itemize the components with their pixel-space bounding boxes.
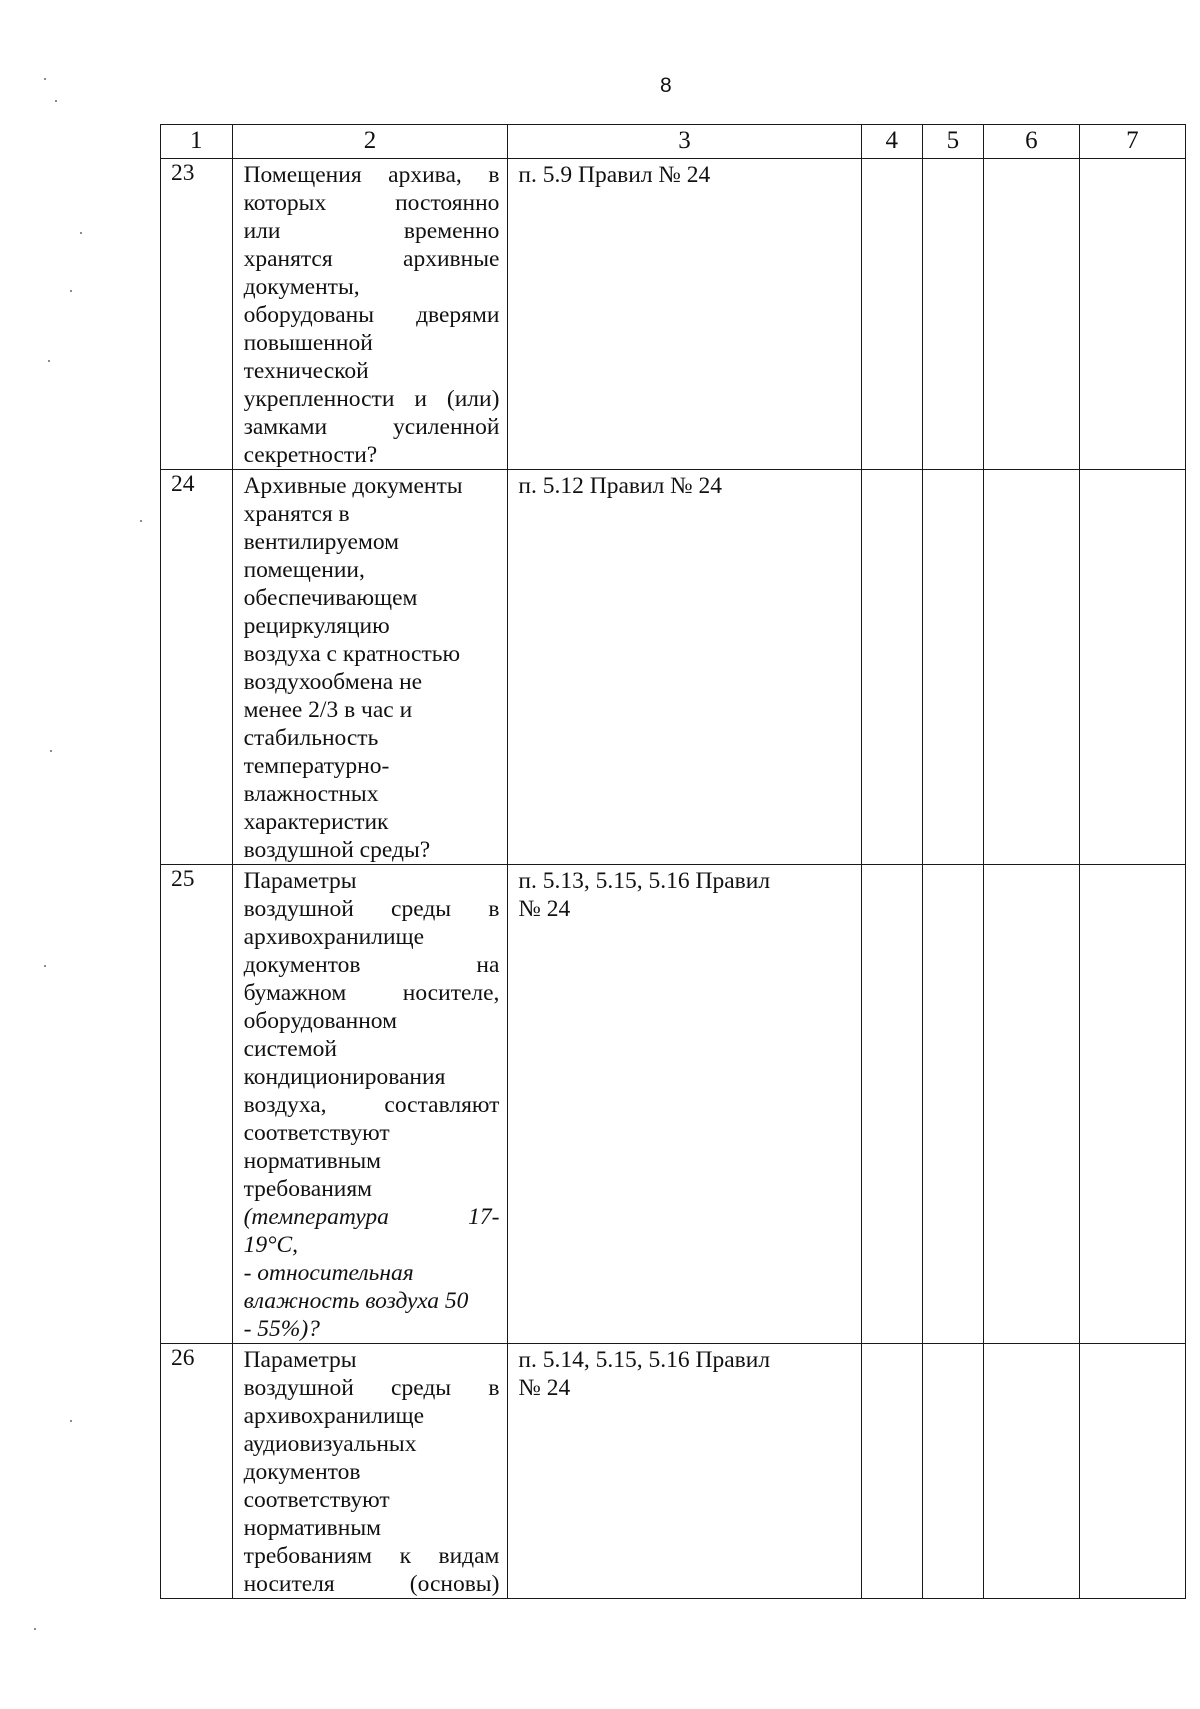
question-line: воздушной среды? xyxy=(243,837,431,863)
question-line: менее 2/3 в час и xyxy=(243,697,413,723)
scan-speck xyxy=(34,1628,36,1630)
reference-line: п. 5.9 Правил № 24 xyxy=(518,162,711,188)
empty-cell-col-6 xyxy=(983,1344,1079,1599)
question-line: или временно xyxy=(243,218,500,244)
question-line: носителя (основы) xyxy=(243,1571,500,1597)
empty-cell-col-6 xyxy=(983,159,1079,470)
question-cell xyxy=(232,470,508,865)
question-line: технической xyxy=(243,358,369,384)
column-header: 7 xyxy=(1079,125,1185,159)
table-header-row xyxy=(161,125,1186,159)
empty-cell-col-6 xyxy=(983,865,1079,1344)
empty-cell-col-7 xyxy=(1079,865,1185,1344)
empty-cell-col-5 xyxy=(922,865,983,1344)
question-line: хранятся в xyxy=(243,501,350,527)
empty-cell-col-5 xyxy=(922,1344,983,1599)
scan-speck xyxy=(44,965,46,967)
question-line: аудиовизуальных xyxy=(243,1431,417,1457)
question-line: характеристик xyxy=(243,809,389,835)
question-line: нормативным xyxy=(243,1515,381,1541)
question-line: вентилируемом xyxy=(243,529,400,555)
scan-speck xyxy=(70,1420,72,1422)
table-row xyxy=(161,865,1186,1344)
column-header: 2 xyxy=(232,125,508,159)
row-number: 24 xyxy=(161,470,233,865)
reference-cell xyxy=(508,470,861,865)
question-line: Помещения архива, в xyxy=(243,162,500,188)
question-line: замками усиленной xyxy=(243,414,500,440)
question-line: повышенной xyxy=(243,330,373,356)
empty-cell-col-7 xyxy=(1079,1344,1185,1599)
reference-cell xyxy=(508,159,861,470)
column-header: 5 xyxy=(922,125,983,159)
question-line: которых постоянно xyxy=(243,190,500,216)
empty-cell-col-4 xyxy=(861,159,922,470)
question-line: (температура 17- xyxy=(243,1204,500,1230)
question-line: воздушной среды в xyxy=(243,896,500,922)
empty-cell-col-7 xyxy=(1079,159,1185,470)
question-cell xyxy=(232,1344,508,1599)
question-line: требованиям к видам xyxy=(243,1543,500,1569)
scan-speck xyxy=(48,360,50,362)
question-line: влажностных xyxy=(243,781,379,807)
empty-cell-col-6 xyxy=(983,470,1079,865)
scan-speck xyxy=(70,290,72,292)
question-line: Параметры xyxy=(243,1347,357,1373)
reference-line: п. 5.14, 5.15, 5.16 Правил xyxy=(518,1347,771,1373)
empty-cell-col-4 xyxy=(861,470,922,865)
question-line: секретности? xyxy=(243,442,378,468)
question-line: оборудованы дверями xyxy=(243,302,500,328)
scan-speck xyxy=(50,750,52,752)
column-header: 1 xyxy=(161,125,233,159)
question-line: кондиционирования xyxy=(243,1064,446,1090)
question-line: документов на xyxy=(243,952,500,978)
question-line: системой xyxy=(243,1036,337,1062)
table-body xyxy=(161,159,1186,1599)
question-line: температурно- xyxy=(243,753,390,779)
scan-speck xyxy=(55,100,57,102)
question-line: нормативным xyxy=(243,1148,381,1174)
row-number: 23 xyxy=(161,159,233,470)
row-number: 26 xyxy=(161,1344,233,1599)
question-line: укрепленности и (или) xyxy=(243,386,500,412)
page-number: 8 xyxy=(660,74,672,97)
question-line: архивохранилище xyxy=(243,924,425,950)
scan-speck xyxy=(44,78,46,80)
question-cell xyxy=(232,865,508,1344)
empty-cell-col-7 xyxy=(1079,470,1185,865)
question-line: воздухообмена не xyxy=(243,669,423,695)
question-line: воздуха с кратностью xyxy=(243,641,461,667)
question-line: Архивные документы xyxy=(243,473,463,499)
question-line: документов xyxy=(243,1459,361,1485)
empty-cell-col-5 xyxy=(922,159,983,470)
question-line: оборудованном xyxy=(243,1008,397,1034)
table-row xyxy=(161,470,1186,865)
reference-line: п. 5.12 Правил № 24 xyxy=(518,473,722,499)
question-line: - относительная xyxy=(243,1260,414,1286)
question-line: хранятся архивные xyxy=(243,246,500,272)
reference-line: № 24 xyxy=(518,1375,571,1401)
row-number: 25 xyxy=(161,865,233,1344)
question-line: обеспечивающем xyxy=(243,585,418,611)
table-row xyxy=(161,159,1186,470)
reference-line: № 24 xyxy=(518,896,571,922)
question-line: помещении, xyxy=(243,557,365,583)
question-line: воздушной среды в xyxy=(243,1375,500,1401)
question-line: воздуха, составляют xyxy=(243,1092,500,1118)
scan-speck xyxy=(140,520,142,522)
question-line: - 55%)? xyxy=(243,1316,320,1342)
empty-cell-col-4 xyxy=(861,865,922,1344)
question-cell xyxy=(232,159,508,470)
question-line: документы, xyxy=(243,274,360,300)
column-header: 6 xyxy=(983,125,1079,159)
question-line: 19°C, xyxy=(243,1232,299,1258)
reference-cell xyxy=(508,865,861,1344)
column-header: 4 xyxy=(861,125,922,159)
reference-line: п. 5.13, 5.15, 5.16 Правил xyxy=(518,868,771,894)
question-line: архивохранилище xyxy=(243,1403,425,1429)
reference-cell xyxy=(508,1344,861,1599)
scan-speck xyxy=(80,232,82,234)
question-line: соответствуют xyxy=(243,1487,390,1513)
empty-cell-col-5 xyxy=(922,470,983,865)
question-line: бумажном носителе, xyxy=(243,980,500,1006)
question-line: влажность воздуха 50 xyxy=(243,1288,469,1314)
question-line: Параметры xyxy=(243,868,357,894)
checklist-table xyxy=(160,124,1186,1599)
question-line: требованиям xyxy=(243,1176,373,1202)
empty-cell-col-4 xyxy=(861,1344,922,1599)
question-line: стабильность xyxy=(243,725,379,751)
table-row xyxy=(161,1344,1186,1599)
question-line: соответствуют xyxy=(243,1120,390,1146)
column-header: 3 xyxy=(508,125,861,159)
question-line: рециркуляцию xyxy=(243,613,390,639)
